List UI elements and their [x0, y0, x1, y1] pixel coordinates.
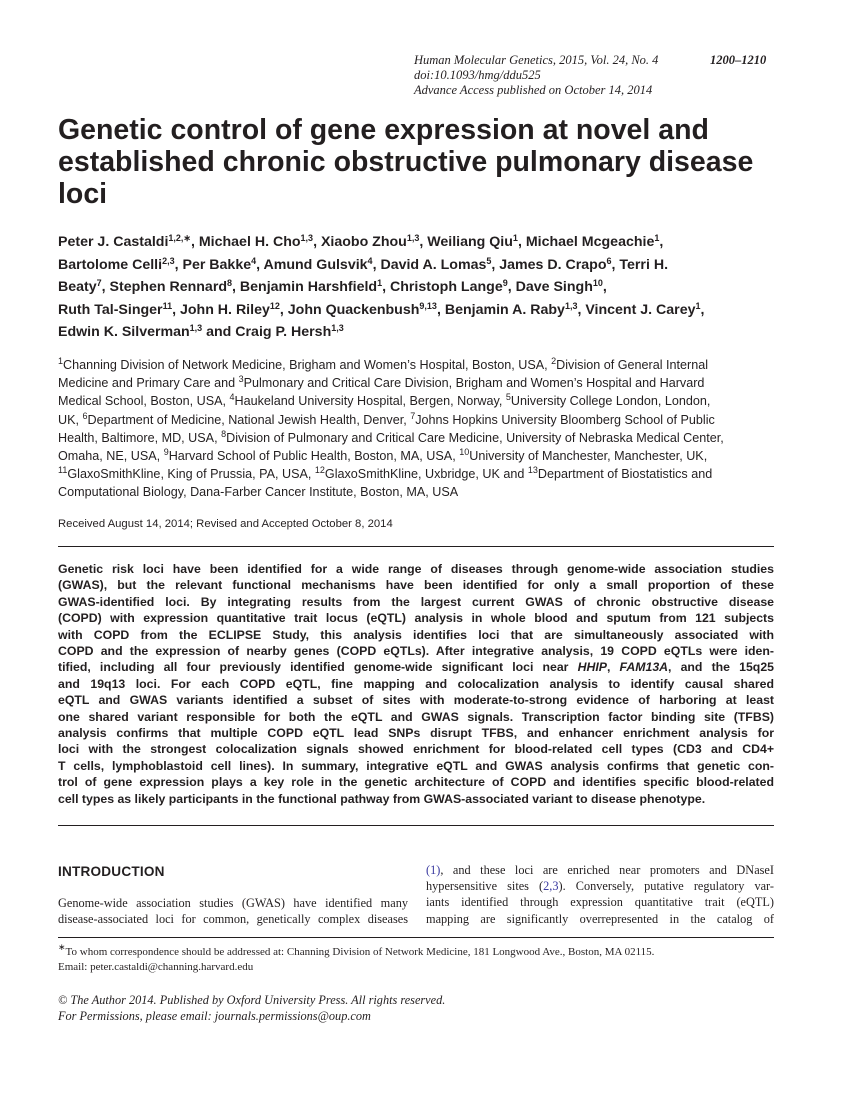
author-line: Beaty$^7$, Stephen Rennard$^8$, Benjamin Harshfield$^1$, Christoph Lange$^9$, Dave Singh$^{10}$, [58, 278, 607, 296]
abstract-line: eQTL and GWAS variants identified a subset of sites with moderate-to-strong evidence of harboring at least [58, 693, 774, 708]
abstract-line: trol of gene expression plays a key role in the genetic architecture of COPD and identifies specific blood-related [58, 775, 774, 790]
journal-pages: 1200–1210 [710, 53, 767, 67]
copyright-line: © The Author 2014. Published by Oxford University Press. All rights reserved. [58, 993, 446, 1007]
body-line: mapping are significantly overrepresented in the catalog of [426, 911, 774, 926]
body-line: iants identified through expression quantitative trait (eQTL) [426, 895, 774, 910]
gene-name: HHIP [577, 660, 607, 675]
received-dates: Received August 14, 2014; Revised and Accepted October 8, 2014 [58, 518, 393, 530]
permissions-line[interactable]: For Permissions, please email: journals.permissions@oup.com [58, 1009, 371, 1023]
article-title: Genetic control of gene expression at novel and established chronic obstructive pulmonary disease loci [58, 114, 754, 210]
journal-doi[interactable]: doi:10.1093/hmg/ddu525 [414, 68, 541, 82]
section-heading: INTRODUCTION [58, 864, 165, 879]
footnote-rule [58, 937, 774, 938]
footnote-marker: ∗ [58, 942, 66, 952]
author-list [58, 231, 783, 344]
footnote-text: To whom correspondence should be addressed at: Channing Division of Network Medicine, 181 Longwood Ave., Boston, MA 02115. [65, 946, 655, 958]
abstract-line: one shared variant responsible for both the eQTL and GWAS signals. Transcription factor binding site (TFBS) [58, 709, 774, 724]
correspondence-footnote [58, 942, 774, 974]
body-line: Genome-wide association studies (GWAS) have identified many [58, 896, 408, 910]
author-line: Peter J. Castaldi$^{1,2,∗}$, Michael H. Cho$^{1,3}$, Xiaobo Zhou$^{1,3}$, Weiliang Qiu$^1$, Michael Mcgeachie$^1$, [58, 233, 664, 250]
abstract-line: and 19q13 loci. For each COPD eQTL, fine mapping and colocalization analysis to identify causal shared [58, 676, 774, 691]
copyright-notice [58, 992, 774, 1024]
author-line: Ruth Tal-Singer$^{11}$, John H. Riley$^{12}$, John Quackenbush$^{9,13}$, Benjamin A. Raby$^{1,3}$, Vincent J. Carey$^1$, [58, 300, 705, 318]
affiliation-line: UK, $^6$Department of Medicine, National Jewish Health, Denver, $^7$Johns Hopkins University Bloomberg School of Public [58, 410, 715, 427]
abstract-line: COPD and the expression of nearby genes (COPD eQTLs). After integrative analysis, 19 COPD eQTLs were iden- [58, 644, 774, 659]
affiliation-line: Omaha, NE, USA, $^9$Harvard School of Public Health, Boston, MA, USA, $^{10}$University of Manchester, Manchester, UK, [58, 447, 708, 464]
advance-access-date: Advance Access published on October 14, 2014 [414, 83, 653, 97]
citation-link[interactable]: 2,3 [543, 879, 559, 894]
author-line: Bartolome Celli$^{2,3}$, Per Bakke$^4$, Amund Gulsvik$^4$, David A. Lomas$^5$, James D. Crapo$^6$, Terri H. [58, 255, 669, 273]
intro-left-column [58, 895, 408, 927]
footnote-email[interactable]: Email: peter.castaldi@channing.harvard.edu [58, 960, 254, 973]
abstract-line: GWAS-identified loci. By integrating results from the largest current GWAS of chronic obstructive disease [58, 594, 774, 609]
citation-link[interactable]: (1) [426, 863, 441, 877]
affiliation-line: $^1$Channing Division of Network Medicine, Brigham and Women’s Hospital, Boston, USA, $^2$Division of General Internal [58, 356, 709, 372]
affiliations [58, 356, 788, 502]
body-line: disease-associated loci for common, genetically complex diseases [58, 912, 408, 927]
author-line: Edwin K. Silverman$^{1,3}$ and Craig P. Hersh$^{1,3}$ [58, 323, 344, 341]
body-line: hypersensitive sites (2,3). Conversely, putative regulatory var- [426, 879, 774, 894]
abstract [58, 561, 774, 807]
abstract-bottom-rule [58, 825, 774, 826]
affiliation-line: $^{11}$GlaxoSmithKline, King of Prussia, PA, USA, $^{12}$GlaxoSmithKline, Uxbridge, UK and $^{13}$Department of Biostatistics and [58, 465, 713, 482]
body-line: (1), and these loci are enriched near promoters and DNaseI [426, 863, 774, 877]
abstract-top-rule [58, 546, 774, 547]
abstract-line: analysis confirms that multiple COPD eQTL lead SNPs disrupt TFBS, and enhancer enrichment analysis for [58, 726, 774, 741]
abstract-line: cell types as likely participants in the functional pathway from GWAS-associated variant to disease phenotype. [58, 791, 706, 806]
journal-citation: Human Molecular Genetics, 2015, Vol. 24, No. 4 [414, 53, 659, 67]
affiliation-line: Medicine and Primary Care and $^3$Pulmonary and Critical Care Division, Brigham and Women’s Hospital and Harvard [58, 374, 705, 391]
abstract-line: T cells, lymphoblastoid cell lines). In summary, integrative eQTL and GWAS analysis confirms that genetic con- [58, 758, 774, 773]
affiliation-line: Health, Baltimore, MD, USA, $^8$Division of Pulmonary and Critical Care Medicine, University of Nebraska Medical Center, [58, 428, 724, 445]
journal-header [414, 53, 784, 98]
gene-name: FAM13A [619, 660, 669, 675]
intro-right-column [426, 862, 774, 927]
abstract-line: loci with the strongest colocalization signals showed enrichment for blood-related cell types (CD3 and CD4+ [58, 742, 774, 757]
abstract-line: Genetic risk loci have been identified for a wide range of diseases through genome-wide association studies [58, 562, 774, 576]
abstract-line: tified, including all four previously identified genome-wide significant loci near HHIP, FAM13A, and the 15q25 [58, 660, 774, 675]
affiliation-line: Medical School, Boston, USA, $^4$Haukeland University Hospital, Bergen, Norway, $^5$University College London, London, [58, 392, 711, 409]
abstract-line: (GWAS), but the relevant functional mechanisms have been identified for only a small proportion of these [58, 578, 774, 593]
abstract-line: with COPD from the ECLIPSE Study, this analysis identifies loci that are simultaneously associated with [58, 627, 774, 642]
affiliation-line: Computational Biology, Dana-Farber Cancer Institute, Boston, MA, USA [58, 485, 459, 500]
abstract-line: (COPD) with expression quantitative trait locus (eQTL) analysis in whole blood and sputum from 121 subjects [58, 611, 774, 626]
